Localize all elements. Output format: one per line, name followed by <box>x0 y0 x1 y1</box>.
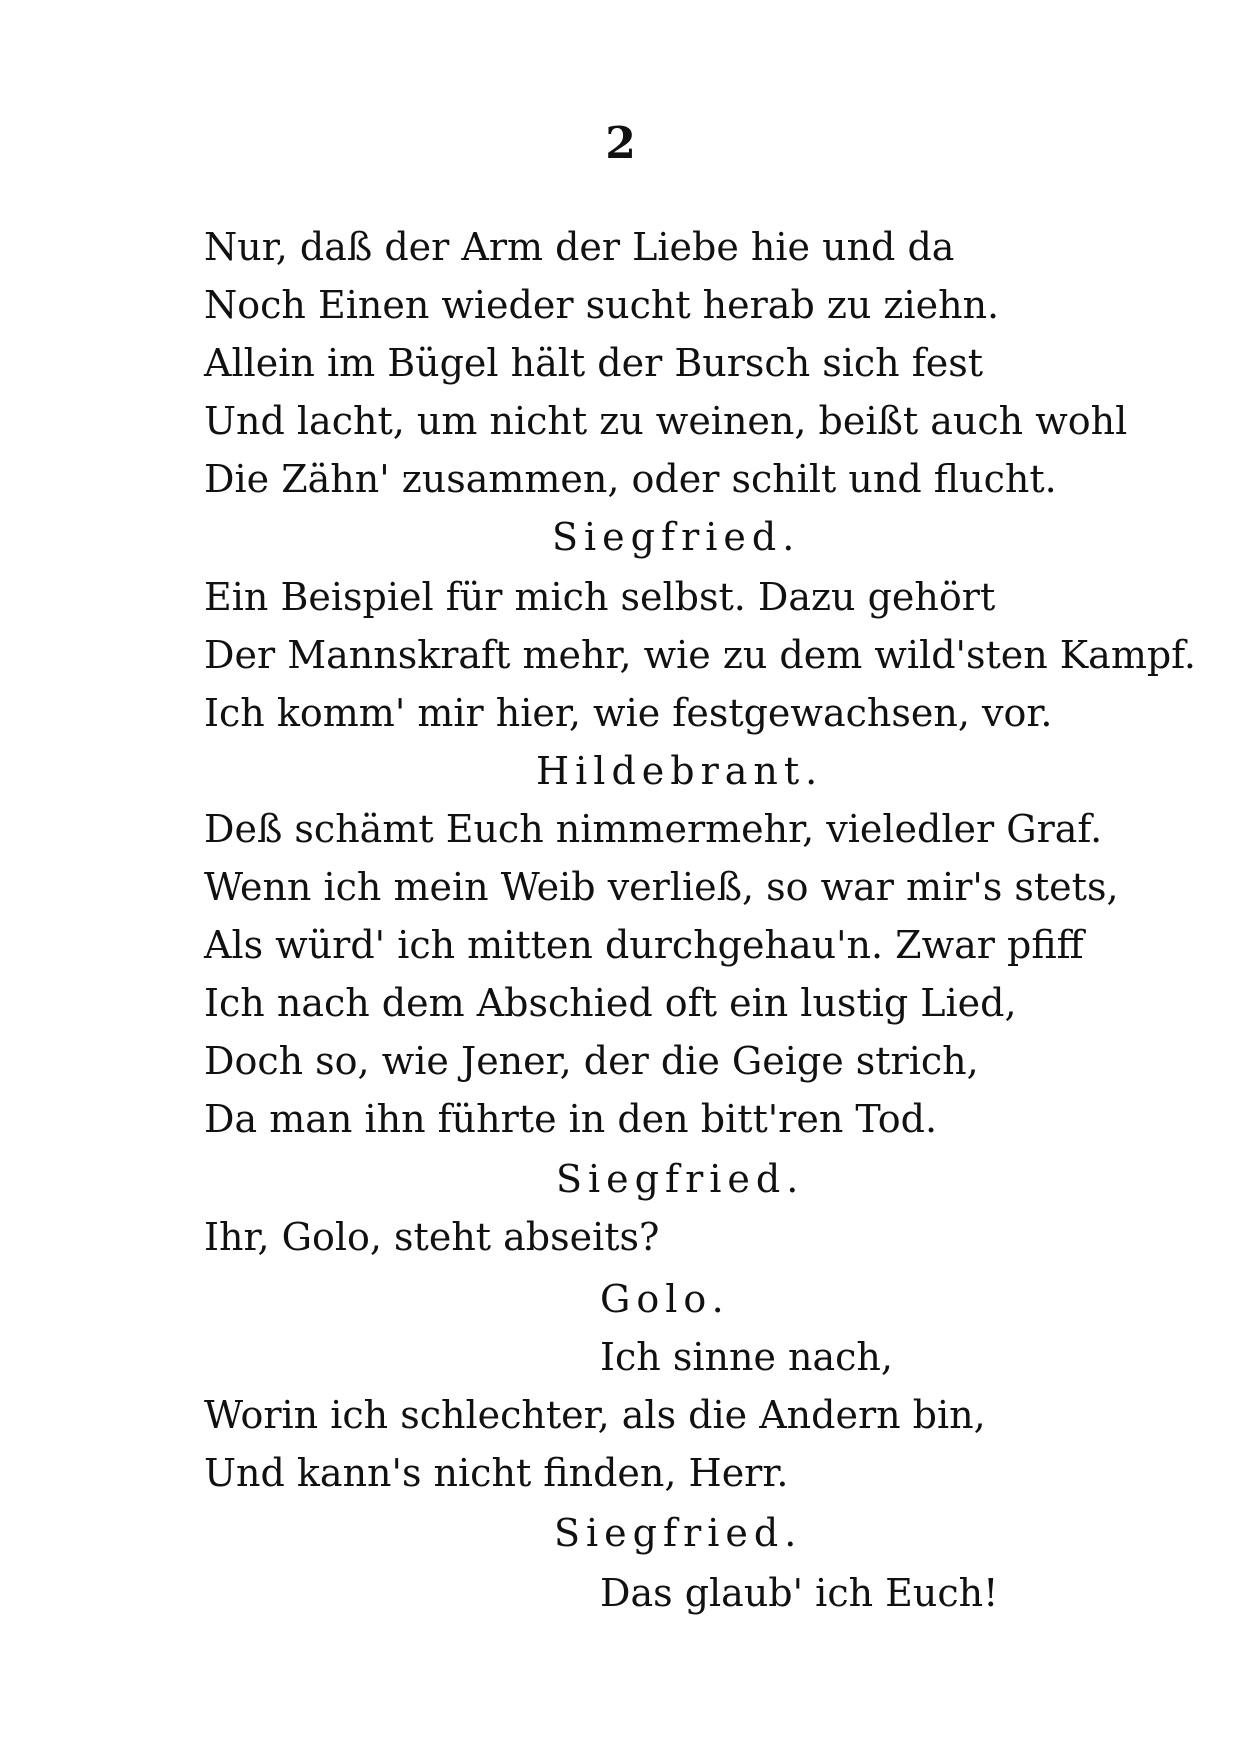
verse-line: Ihr, Golo, steht abseits? <box>204 1215 660 1259</box>
verse-line: Ich nach dem Abschied oft ein lustig Lied, <box>204 981 1017 1025</box>
verse-line: Doch so, wie Jener, der die Geige strich, <box>204 1039 979 1083</box>
verse-line: Die Zähn' zusammen, oder schilt und flucht. <box>204 457 1057 501</box>
verse-line: Wenn ich mein Weib verließ, so war mir's stets, <box>204 865 1119 909</box>
verse-line: Worin ich schlechter, als die Andern bin, <box>204 1393 986 1437</box>
verse-line: Noch Einen wieder sucht herab zu ziehn. <box>204 283 1000 327</box>
verse-line: Das glaub' ich Euch! <box>600 1571 999 1615</box>
verse-line: Und lacht, um nicht zu weinen, beißt auch wohl <box>204 399 1128 443</box>
verse-line: Da man ihn führte in den bitt'ren Tod. <box>204 1097 938 1141</box>
verse-line: Allein im Bügel hält der Bursch sich fest <box>204 341 984 385</box>
speaker-name: Siegfried. <box>554 1511 803 1555</box>
verse-line: Ich komm' mir hier, wie festgewachsen, vor. <box>204 691 1053 735</box>
speaker-name: Siegfried. <box>552 515 801 559</box>
page-number: 2 <box>605 118 636 169</box>
verse-line: Deß schämt Euch nimmermehr, vieledler Graf. <box>204 807 1103 851</box>
verse-line: Nur, daß der Arm der Liebe hie und da <box>204 225 955 269</box>
speaker-name: Hildebrant. <box>536 749 824 793</box>
speaker-name: Golo. <box>600 1277 730 1321</box>
verse-line: Als würd' ich mitten durchgehau'n. Zwar pfiff <box>204 923 1084 967</box>
verse-line: Der Mannskraft mehr, wie zu dem wild'sten Kampf. <box>204 633 1196 677</box>
verse-line: Ich sinne nach, <box>600 1335 893 1379</box>
verse-line: Ein Beispiel für mich selbst. Dazu gehört <box>204 575 996 619</box>
verse-line: Und kann's nicht finden, Herr. <box>204 1451 789 1495</box>
speaker-name: Siegfried. <box>556 1157 805 1201</box>
